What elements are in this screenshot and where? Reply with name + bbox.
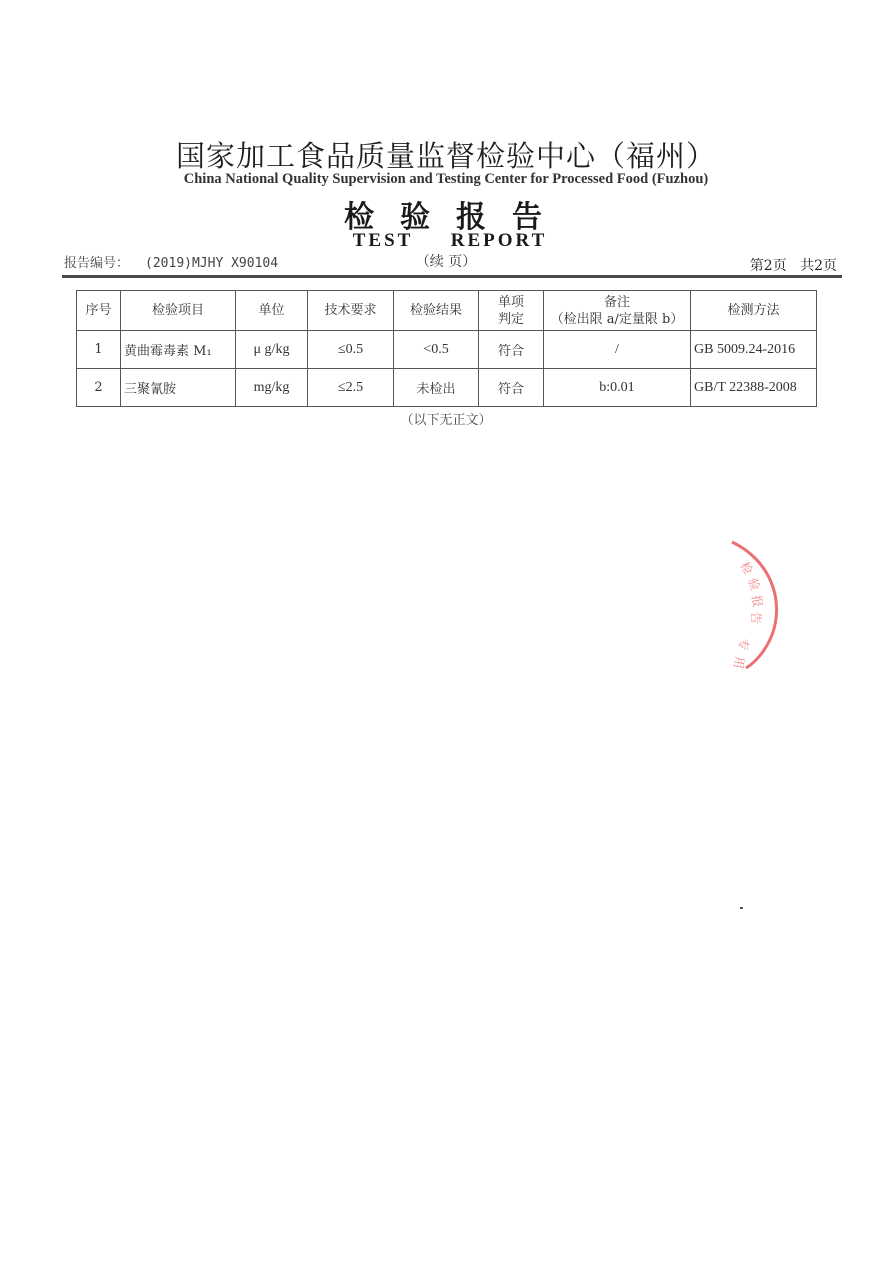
cell-requirement: ≤2.5 [308,369,394,407]
col-header-judgement-line2: 判定 [497,311,524,327]
table-row [77,331,817,369]
col-header-requirement: 技术要求 [308,291,394,331]
cell-remark: b:0.01 [544,369,691,407]
official-seal-icon [690,540,850,670]
col-header-judgement [479,291,544,331]
cell-no: 1 [77,331,121,369]
svg-text:用: 用 [730,655,747,670]
cell-judgement: 符合 [479,369,544,407]
cell-item: 三聚氰胺 [121,369,236,407]
svg-text:告: 告 [749,612,763,625]
report-title-cn: 检验报告 [344,200,568,235]
cell-method: GB 5009.24-2016 [691,331,817,369]
col-header-method: 检测方法 [691,291,817,331]
cell-unit: μ g/kg [236,331,308,369]
cell-method: GB/T 22388-2008 [691,369,817,407]
col-header-remark-line1: 备注 [603,294,630,310]
col-header-remark-line2: （检出限 a/定量限 b） [550,311,684,327]
col-header-remark [544,291,691,331]
col-header-unit: 单位 [236,291,308,331]
results-table [76,290,817,407]
svg-text:检: 检 [737,559,756,577]
cell-judgement: 符合 [479,331,544,369]
organization-name-en: China National Quality Supervision and Testing Center for Processed Food (Fuzhou) [183,171,709,187]
header-divider [62,275,842,278]
svg-text:专: 专 [735,637,751,651]
page-total: 共2页 [800,258,837,274]
cell-requirement: ≤0.5 [308,331,394,369]
end-of-text-note: （以下无正文） [400,413,492,428]
page-current: 第2页 [749,258,787,274]
report-number-label: 报告编号： [64,256,130,271]
report-number [64,252,278,271]
continuation-label: （续 页） [415,254,477,270]
table-header-row [77,291,817,331]
col-header-judgement-line1: 单项 [497,294,524,310]
scan-speck [740,907,743,909]
svg-text:报: 报 [749,594,765,609]
svg-text:验: 验 [745,576,763,593]
cell-no: 2 [77,369,121,407]
cell-unit: mg/kg [236,369,308,407]
organization-name-cn: 国家加工食品质量监督检验中心（福州） [175,139,716,173]
cell-remark: / [544,331,691,369]
report-number-value: (2019)MJHY X90104 [145,256,279,271]
cell-result: 未检出 [394,369,479,407]
page-indicator [750,255,837,275]
cell-item: 黄曲霉毒素 M₁ [121,331,236,369]
report-title-en: TEST REPORT [352,230,548,251]
cell-result: <0.5 [394,331,479,369]
col-header-result: 检验结果 [394,291,479,331]
col-header-item: 检验项目 [121,291,236,331]
table-row [77,369,817,407]
col-header-no: 序号 [77,291,121,331]
